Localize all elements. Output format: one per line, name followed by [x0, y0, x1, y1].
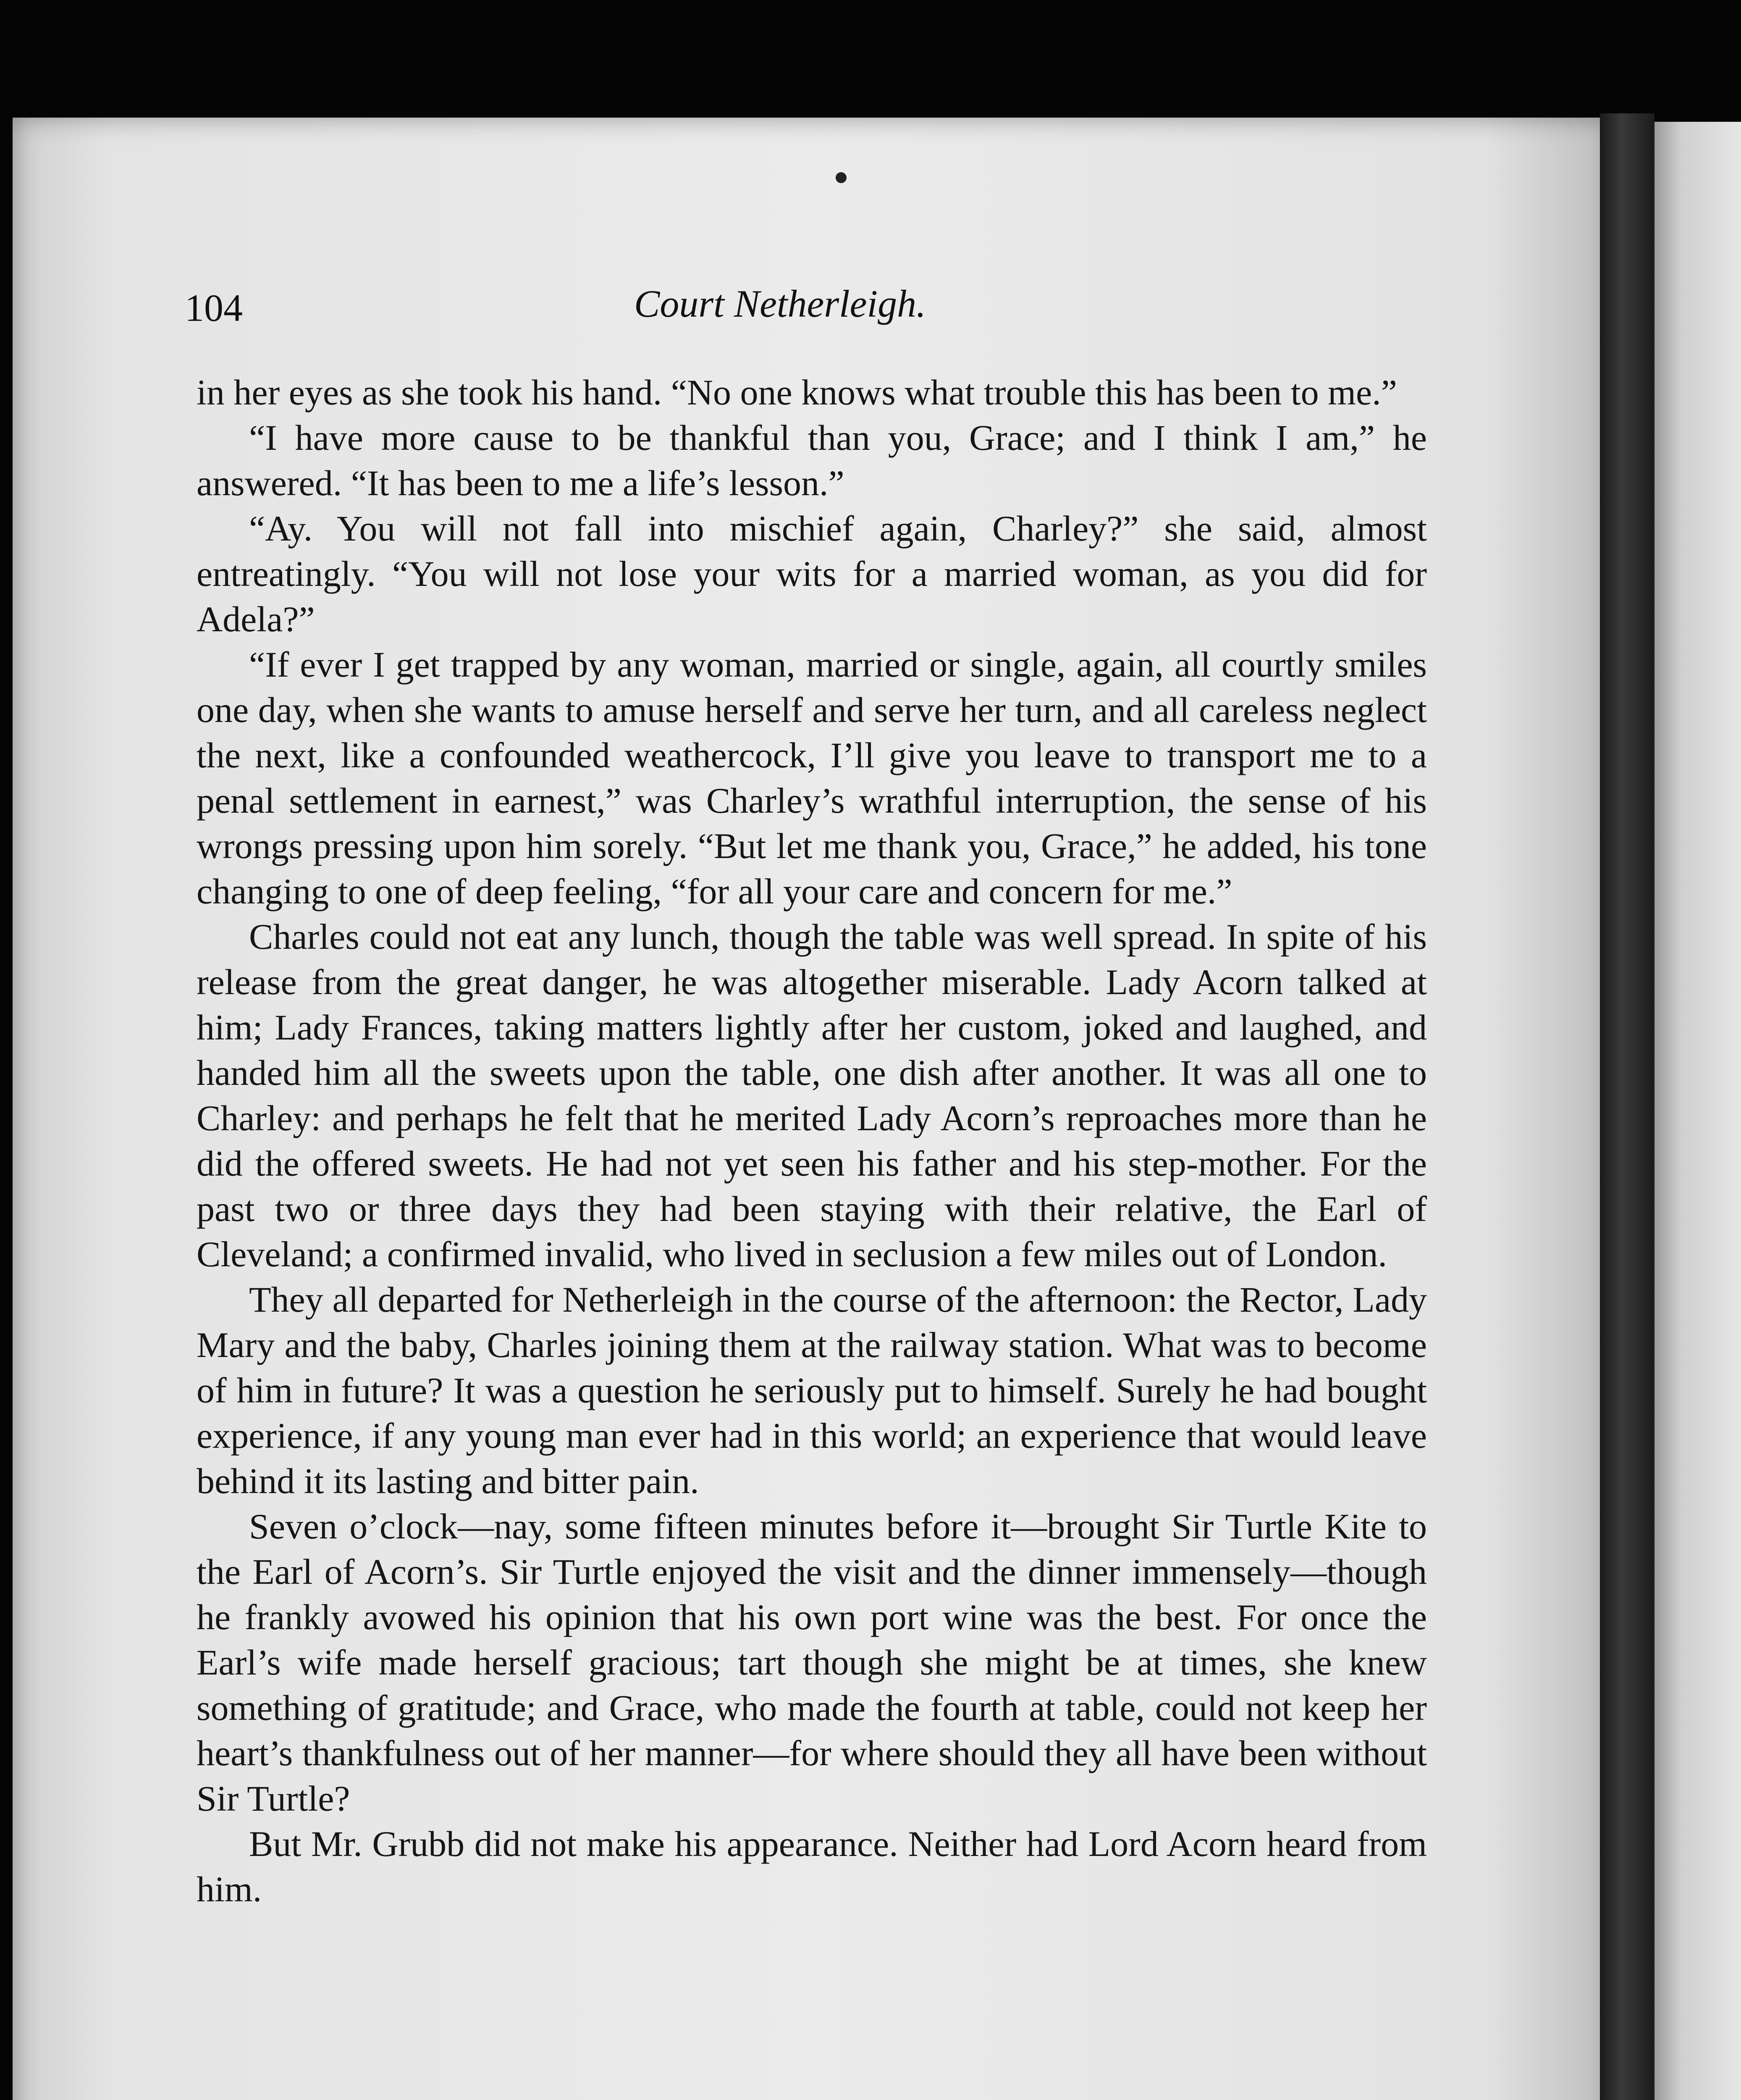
running-head [185, 273, 1445, 340]
facing-page-edge [1654, 122, 1741, 2100]
paragraph: Charles could not eat any lunch, though the table was well spread. In spite of his release from the great danger, he was altogether miserable. Lady Acorn talked at him; Lady Frances, taking matters lightly after her custom, joked and laughed, and handed him all the sweets upon the table, one dish after another. It was all one to Charley: and perhaps he felt that he merited Lady Acorn’s reproaches more than he did the offered sweets. He had not yet seen his father and his step-mother. For the past two or three days they had been staying with their relative, the Earl of Cleveland; a confirmed invalid, who lived in seclusion a few miles out of London. [197, 916, 1427, 1274]
body-text [197, 370, 1427, 1912]
binding-gutter [1600, 113, 1654, 2100]
paragraph: Seven o’clock—nay, some fifteen minutes before it—brought Sir Turtle Kite to the Earl of Acorn’s. Sir Turtle enjoyed the visit and the dinner immensely—though he frankly avowed his opinion that his own port wine was the best. For once the Earl’s wife made herself gracious; tart though she might be at times, she knew something of gratitude; and Grace, who made the fourth at table, could not keep her heart’s thankfulness out of her manner—for where should they all have been without Sir Turtle? [197, 1506, 1427, 1819]
paragraph: But Mr. Grubb did not make his appearance. Neither had Lord Acorn heard from him. [197, 1824, 1427, 1909]
running-title: Court Netherleigh. [634, 282, 926, 325]
paragraph: They all departed for Netherleigh in the course of the afternoon: the Rector, Lady Mary and the baby, Charles joining them at the railway station. What was to become of him in future? It was a question he seriously put to himself. Surely he had bought experience, if any young man ever had in this world; an experience that would leave behind it its lasting and bitter pain. [197, 1279, 1427, 1501]
page-number: 104 [185, 286, 243, 329]
paragraph: “I have more cause to be thankful than you, Grace; and I think I am,” he answered. “It has been to me a life’s lesson.” [197, 417, 1427, 503]
ink-speck [836, 172, 847, 183]
paragraph: “If ever I get trapped by any woman, married or single, again, all courtly smiles one day, when she wants to amuse herself and serve her turn, and all careless neglect the next, like a confounded weathercock, I’ll give you leave to transport me to a penal settlement in earnest,” was Charley’s wrathful interruption, the sense of his wrongs pressing upon him sorely. “But let me thank you, Grace,” he added, his tone changing to one of deep feeling, “for all your care and concern for me.” [197, 644, 1427, 911]
paragraph: “Ay. You will not fall into mischief again, Charley?” she said, almost entreatingly. “You will not lose your wits for a married woman, as you did for Adela?” [197, 508, 1427, 639]
paragraph: in her eyes as she took his hand. “No one knows what trouble this has been to me.” [197, 372, 1397, 412]
